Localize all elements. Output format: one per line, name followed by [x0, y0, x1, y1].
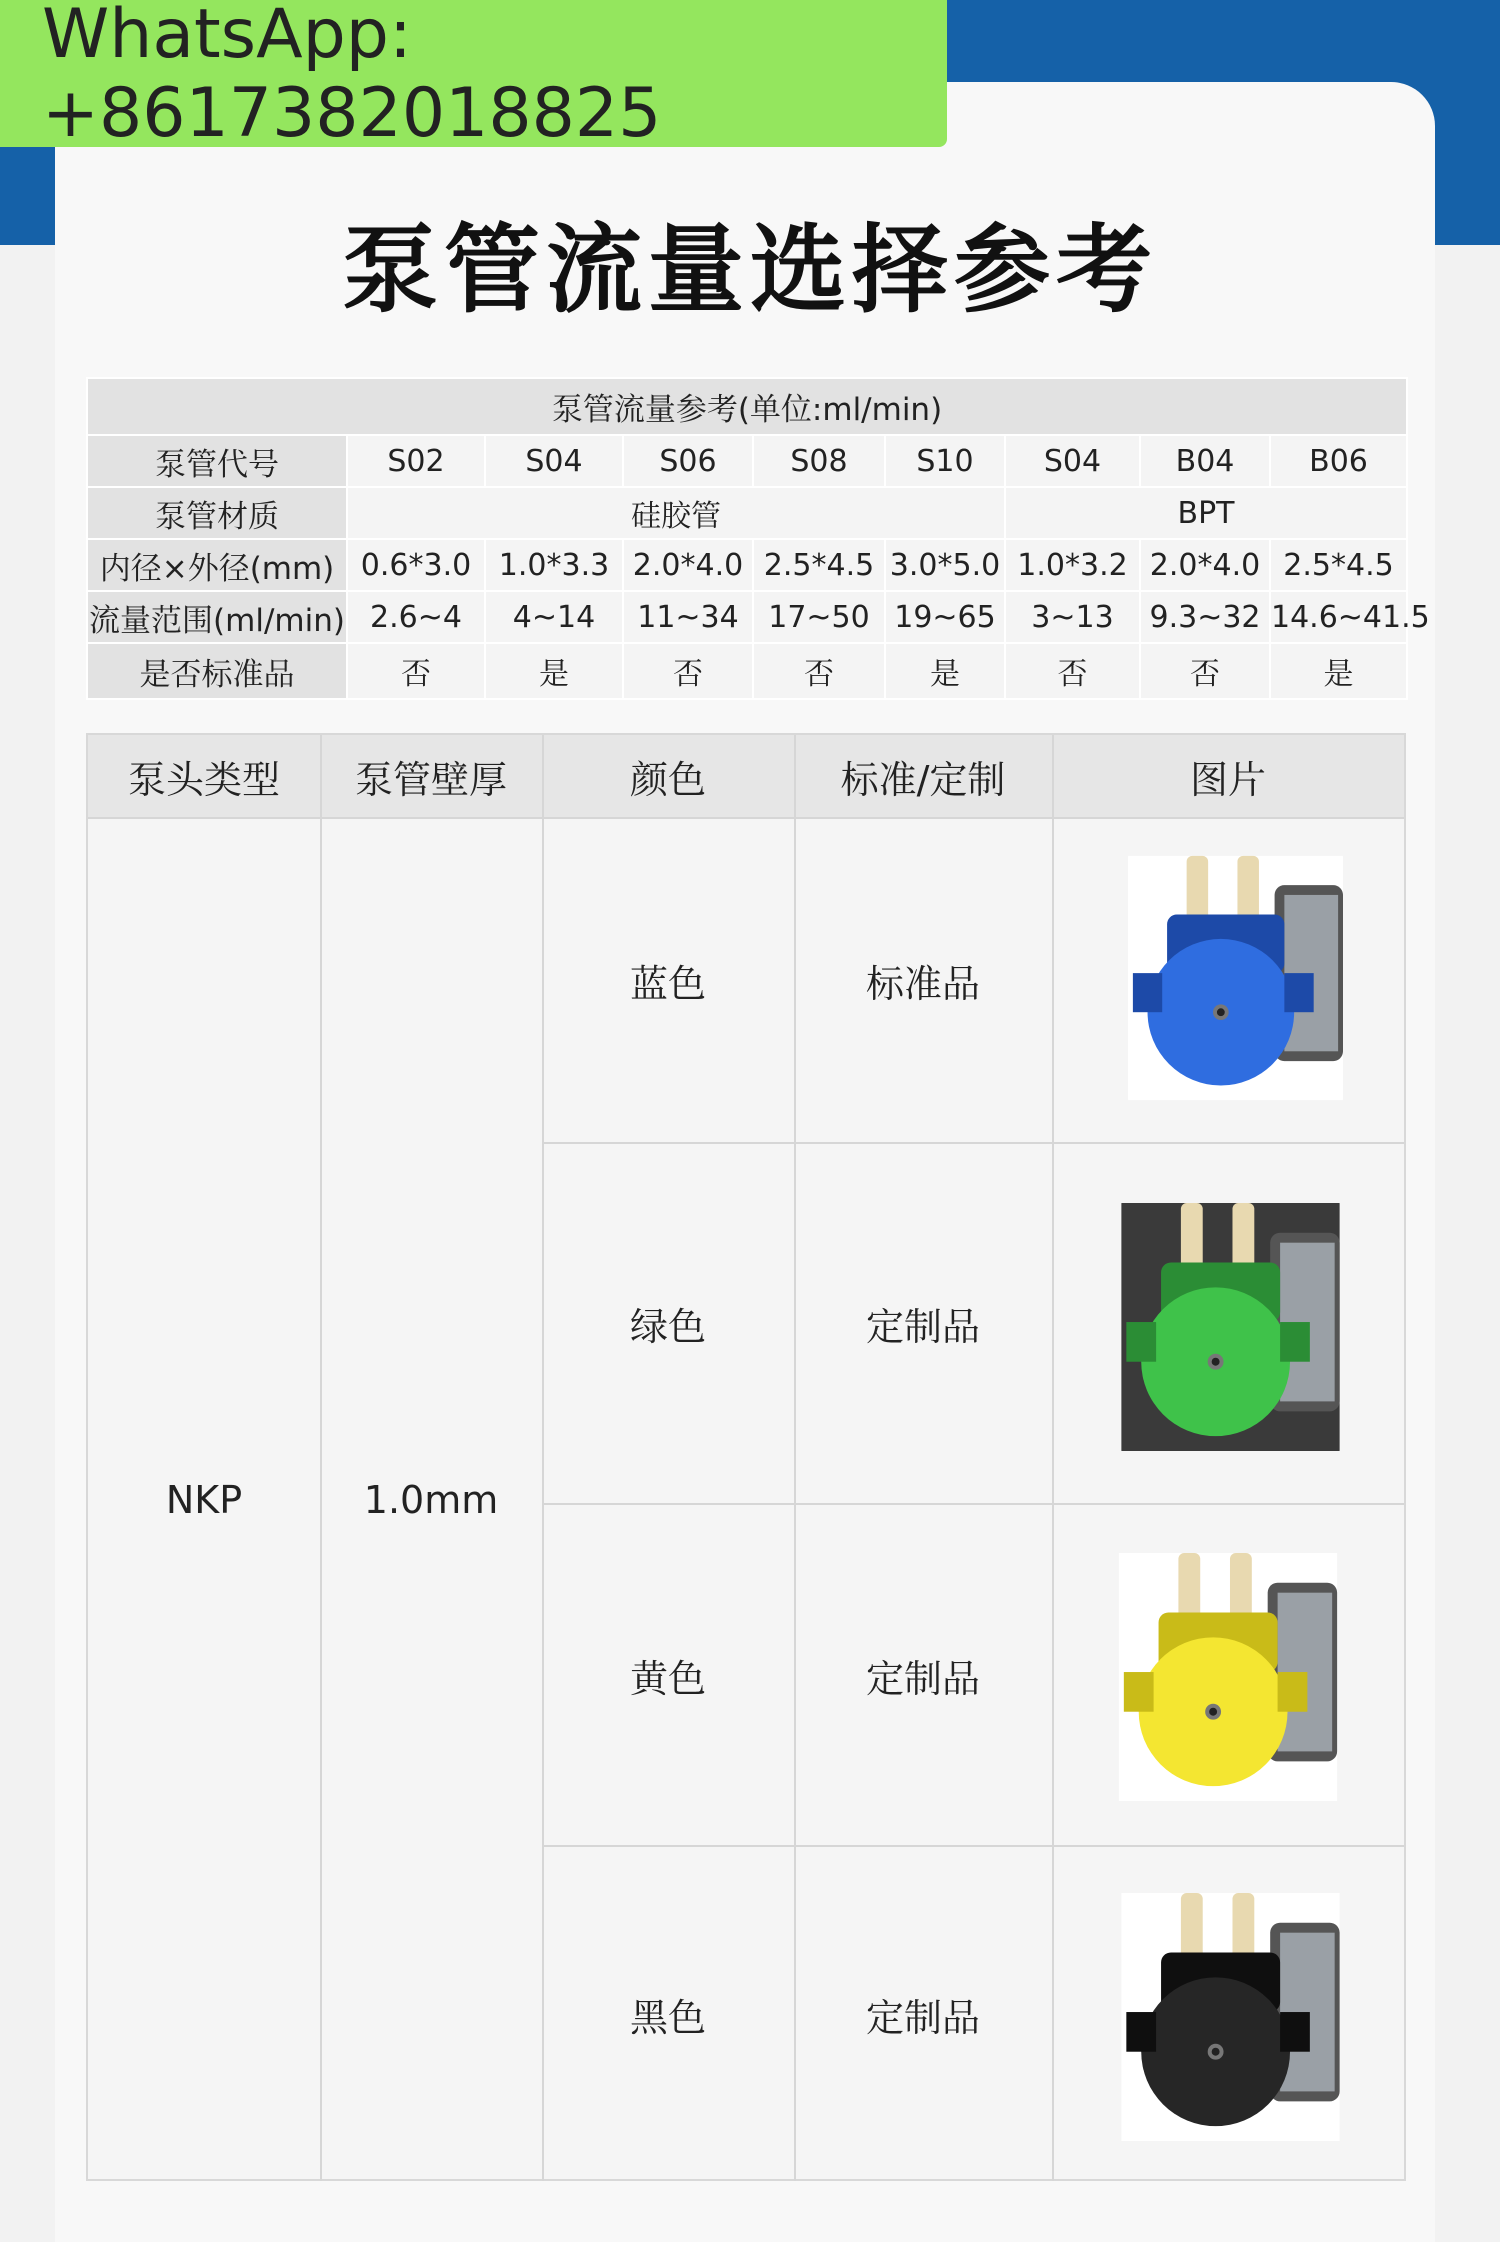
code-cell: S04 [1005, 435, 1140, 487]
code-row [87, 435, 1407, 487]
size-row [87, 539, 1407, 591]
header-head-type: 泵头类型 [88, 735, 320, 817]
material-row [87, 487, 1407, 539]
size-cell: 3.0*5.0 [885, 539, 1005, 591]
standard-cell: 定制品 [865, 1995, 980, 2040]
size-cell: 2.5*4.5 [1270, 539, 1407, 591]
standard-cell: 是 [485, 643, 623, 699]
head-type-value: NKP [165, 1478, 243, 1522]
flow-cell: 19~65 [885, 591, 1005, 643]
material-bpt: BPT [1005, 487, 1407, 539]
header-color: 颜色 [542, 735, 794, 817]
color-cell: 绿色 [629, 1305, 706, 1349]
code-cell: B06 [1270, 435, 1407, 487]
flow-cell: 17~50 [753, 591, 885, 643]
flow-cell: 9.3~32 [1140, 591, 1270, 643]
size-cell: 1.0*3.2 [1005, 539, 1140, 591]
standard-cell: 否 [1005, 643, 1140, 699]
reference-caption: 泵管流量参考(单位:ml/min) [87, 378, 1407, 435]
reference-table [86, 377, 1430, 700]
thickness-value: 1.0mm [363, 1478, 499, 1522]
code-cell: S04 [485, 435, 623, 487]
size-cell: 2.5*4.5 [753, 539, 885, 591]
pump-head-table [86, 733, 1406, 2181]
code-cell: S06 [623, 435, 753, 487]
size-cell: 2.0*4.0 [623, 539, 753, 591]
color-cell: 黑色 [629, 1995, 706, 2040]
color-cell: 黄色 [629, 1656, 706, 1701]
size-cell: 2.0*4.0 [1140, 539, 1270, 591]
standard-cell: 是 [885, 643, 1005, 699]
flow-label: 流量范围(ml/min) [87, 591, 347, 643]
standard-row [87, 643, 1407, 699]
code-cell: B04 [1140, 435, 1270, 487]
code-cell: S08 [753, 435, 885, 487]
flow-cell: 14.6~41.5 [1270, 591, 1407, 643]
code-label: 泵管代号 [87, 435, 347, 487]
size-cell: 0.6*3.0 [347, 539, 485, 591]
pump-image-yellow [1113, 1553, 1343, 1801]
flow-row [87, 591, 1407, 643]
header-standard: 标准/定制 [794, 735, 1052, 817]
standard-cell: 否 [623, 643, 753, 699]
header-picture: 图片 [1052, 735, 1404, 817]
standard-cell: 标准品 [865, 962, 980, 1006]
material-silicone: 硅胶管 [347, 487, 1005, 539]
code-cell: S02 [347, 435, 485, 487]
material-label: 泵管材质 [87, 487, 347, 539]
color-cell: 蓝色 [629, 962, 706, 1006]
standard-cell: 否 [753, 643, 885, 699]
standard-cell: 定制品 [865, 1305, 980, 1349]
flow-cell: 3~13 [1005, 591, 1140, 643]
size-cell: 1.0*3.3 [485, 539, 623, 591]
standard-cell: 是 [1270, 643, 1407, 699]
code-cell: S10 [885, 435, 1005, 487]
standard-label: 是否标准品 [87, 643, 347, 699]
page-title: 泵管流量选择参考 [342, 214, 1158, 326]
pump-image-green [1118, 1203, 1343, 1451]
flow-cell: 11~34 [623, 591, 753, 643]
size-label: 内径×外径(mm) [87, 539, 347, 591]
pump-image-black [1104, 1893, 1357, 2141]
pump-image-blue [1128, 853, 1343, 1103]
flow-cell: 2.6~4 [347, 591, 485, 643]
whatsapp-banner [0, 0, 947, 153]
standard-cell: 定制品 [865, 1656, 980, 1701]
flow-cell: 4~14 [485, 591, 623, 643]
header-thickness: 泵管壁厚 [320, 735, 542, 817]
standard-cell: 否 [347, 643, 485, 699]
standard-cell: 否 [1140, 643, 1270, 699]
divider [1052, 735, 1054, 2181]
whatsapp-text: WhatsApp: +8617382018825 [42, 0, 662, 153]
